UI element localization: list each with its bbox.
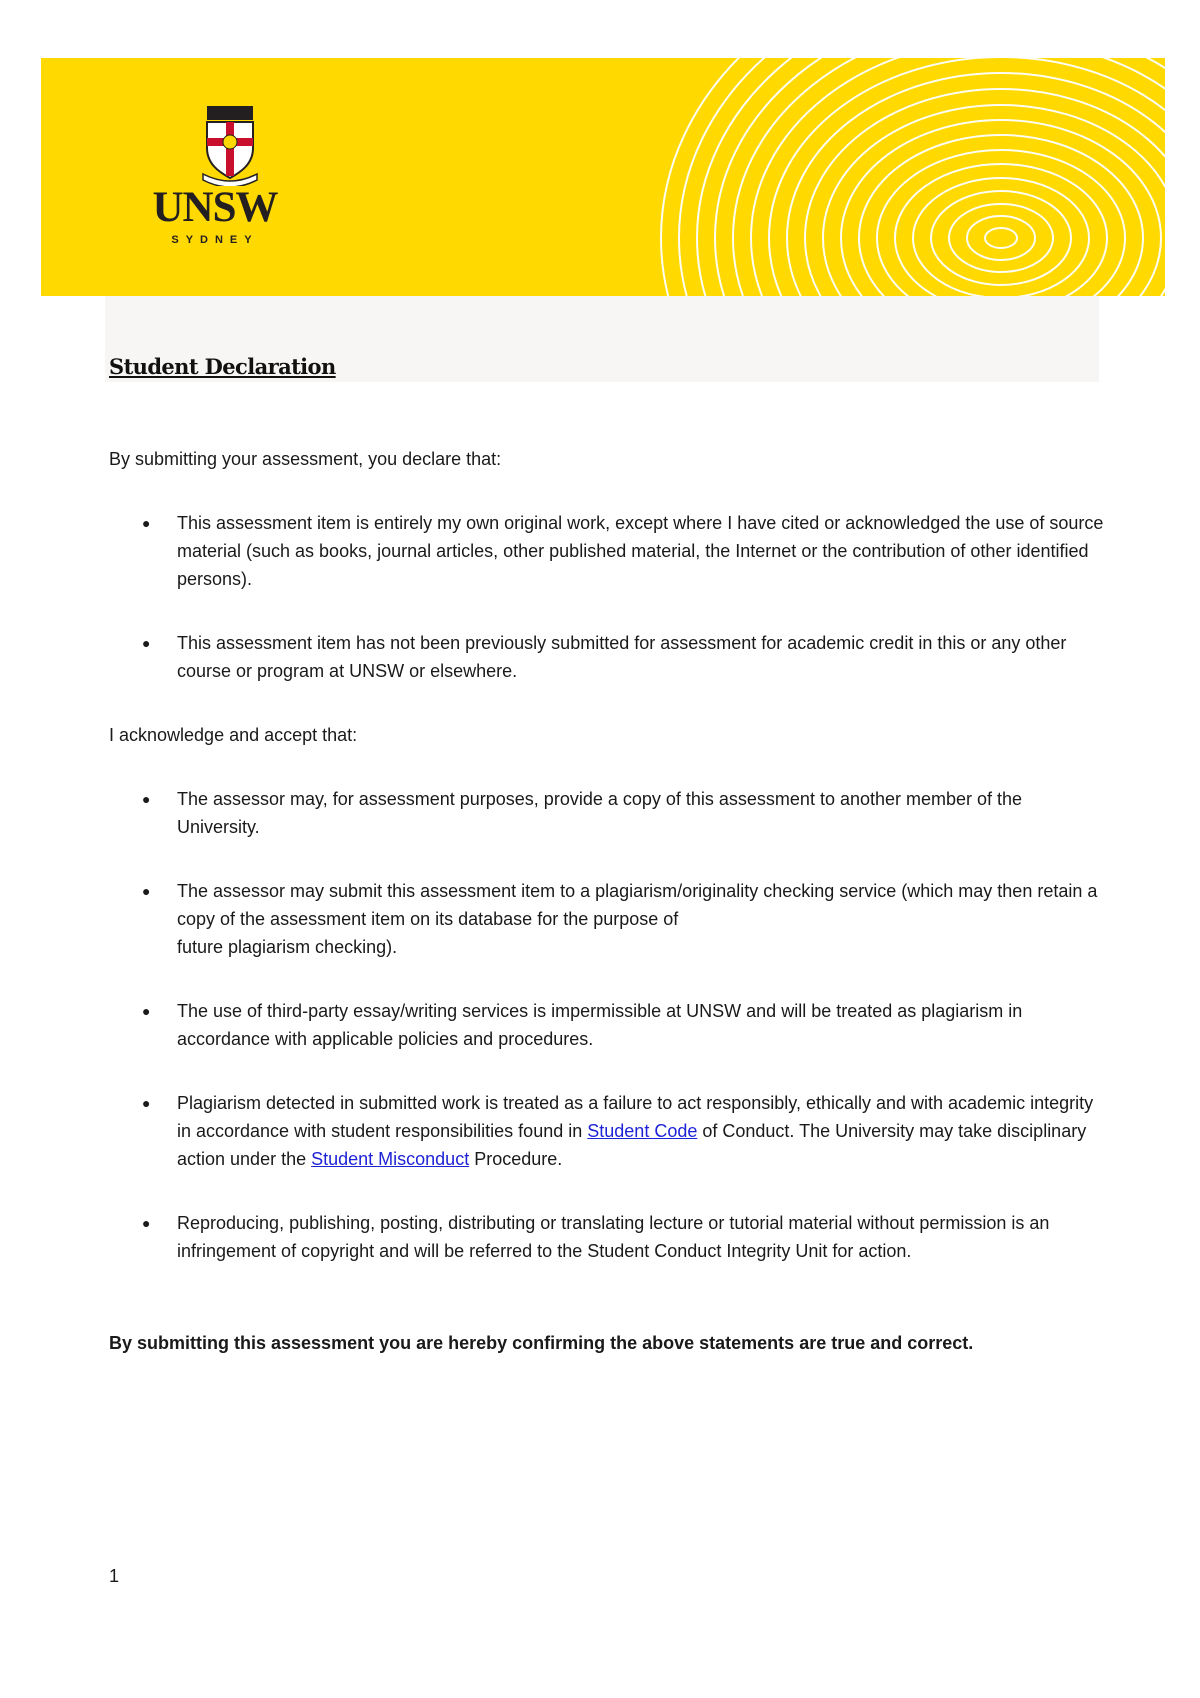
bullet-icon: ● xyxy=(142,791,151,807)
declaration-body xyxy=(109,445,1109,1357)
page-number: 1 xyxy=(109,1566,120,1586)
list-item: ● The assessor may, for assessment purposes, provide a copy of this assessment to another member of the University. xyxy=(109,785,1109,841)
logo-subword: SYDNEY xyxy=(171,234,259,246)
intro-text: By submitting your assessment, you declare that: xyxy=(109,449,502,469)
bullet-icon: ● xyxy=(142,1003,151,1019)
list-item: ● The use of third-party essay/writing services is impermissible at UNSW and will be treated as plagiarism in accordance with applicable policies and procedures. xyxy=(109,997,1109,1053)
crest-icon xyxy=(201,104,259,186)
list-item: ● This assessment item has not been previously submitted for assessment for academic credit in this or any other course or program at UNSW or elsewhere. xyxy=(109,629,1109,685)
list-item: ● Plagiarism detected in submitted work is treated as a failure to act responsibly, ethically and with academic integrity in accordance with student responsibilities found in Student Code of Conduct. The University may take disciplinary action under the Student Misconduct Procedure. xyxy=(109,1089,1109,1173)
page-title: Student Declaration xyxy=(109,354,336,379)
bullet-icon: ● xyxy=(142,515,151,531)
bullet-icon: ● xyxy=(142,883,151,899)
unsw-logo xyxy=(123,104,343,254)
header-banner xyxy=(41,58,1165,296)
confirmation-text: By submitting this assessment you are hereby confirming the above statements are true and correct. xyxy=(109,1333,974,1353)
bullet-icon: ● xyxy=(142,1095,151,1111)
acknowledge-list xyxy=(109,785,1109,1265)
list-item: ● This assessment item is entirely my own original work, except where I have cited or acknowledged the use of source material (such as books, journal articles, other published material, the Internet or the contribution of other identified persons). xyxy=(109,509,1109,593)
list-item: ● Reproducing, publishing, posting, distributing or translating lecture or tutorial material without permission is an infringement of copyright and will be referred to the Student Conduct Integrity Unit for action. xyxy=(109,1209,1109,1265)
declare-list xyxy=(109,509,1109,685)
bullet-icon: ● xyxy=(142,1215,151,1231)
acknowledge-intro: I acknowledge and accept that: xyxy=(109,725,358,745)
list-item: ● The assessor may submit this assessment item to a plagiarism/originality checking service (which may then retain a copy of the assessment item on its database for the purpose of future plagiarism checking). xyxy=(109,877,1109,961)
student-code-link[interactable]: Student Code xyxy=(587,1121,698,1141)
logo-wordmark: UNSW xyxy=(152,184,278,231)
bullet-icon: ● xyxy=(142,635,151,651)
student-misconduct-link[interactable]: Student Misconduct xyxy=(311,1149,470,1169)
